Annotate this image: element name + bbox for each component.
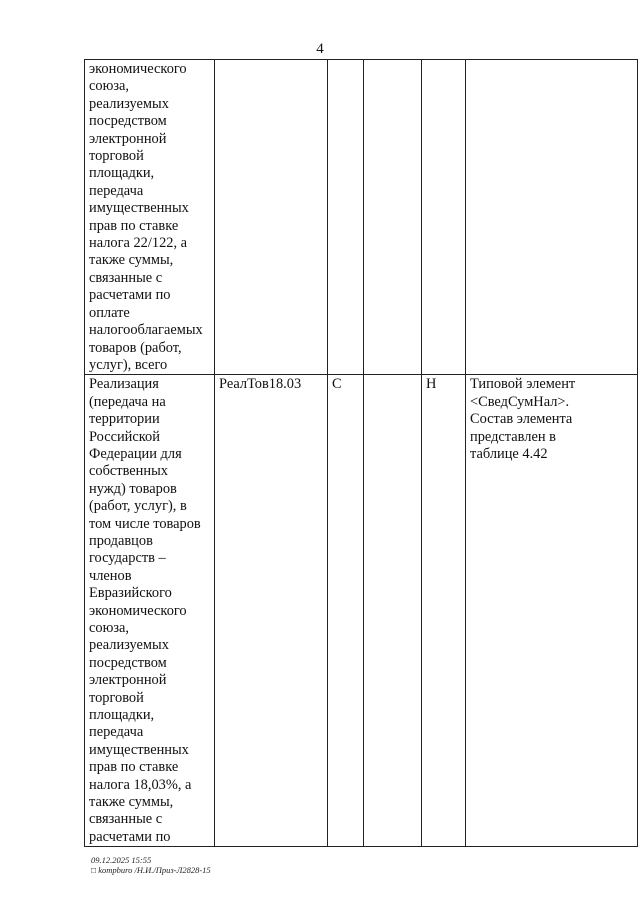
cell-format — [364, 60, 422, 375]
page-number: 4 — [316, 41, 324, 57]
cell-required — [422, 375, 466, 847]
specification-table — [84, 59, 638, 847]
cell-notes — [466, 375, 638, 847]
stamp-author: □ kompburo /Н.И./Приз-Л2828-15 — [91, 865, 211, 875]
cell-type-text: С — [332, 376, 342, 393]
cell-notes-text: Типовой элемент <СведСумНал>. Состав элемента представлен в таблице 4.42 — [470, 376, 576, 462]
cell-notes — [466, 60, 638, 375]
table-row — [85, 60, 638, 375]
cell-name-text: Реализация (передача на территории Российской Федерации для собственных нужд) товаров (работ, услуг), в том числе товаров продавцов государств – членов Евразийского экономического союза, реализуемых посредством электронной торговой площадки, передача имущественных прав по ставке налога 18,03%, а также суммы, связанные с расчетами по — [89, 376, 201, 845]
stamp-date: 09.12.2025 15:55 — [91, 855, 152, 865]
cell-element — [215, 60, 328, 375]
table-row — [85, 375, 638, 847]
cell-format — [364, 375, 422, 847]
cell-required-text: Н — [426, 376, 437, 393]
document-stamp — [91, 855, 211, 875]
cell-name — [85, 60, 215, 375]
cell-element — [215, 375, 328, 847]
cell-type — [328, 60, 364, 375]
cell-name-text: экономического союза, реализуемых посредством электронной торговой площадки, передача имущественных прав по ставке налога 22/122, а также суммы, связанные с расчетами по оплате налогооблагаемых товаров (работ, услуг), всего — [89, 61, 203, 373]
cell-element-text: РеалТов18.03 — [219, 376, 302, 393]
cell-required — [422, 60, 466, 375]
cell-name — [85, 375, 215, 847]
cell-type — [328, 375, 364, 847]
